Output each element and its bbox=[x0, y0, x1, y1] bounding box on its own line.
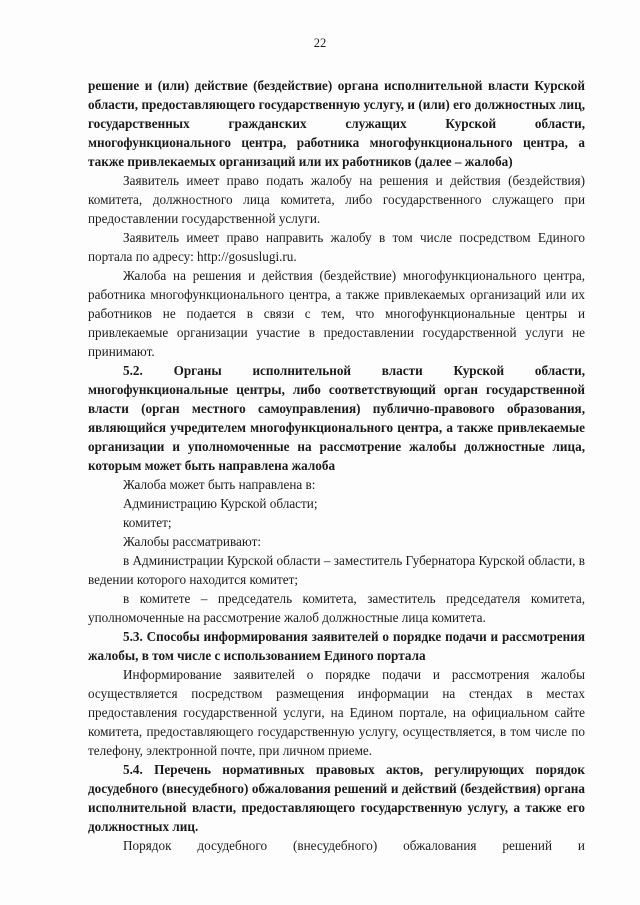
page-number: 22 bbox=[313, 36, 327, 50]
paragraph-informing: Информирование заявителей о порядке подачи и рассмотрения жалобы осуществляется посредством размещения информации на стендах в местах предоставления государственной услуги, на Едином портале, на официальном сайте комитета, предоставляющего государственную услугу, осуществляется, в том числе по телефону, электронной почте, при личном приеме. bbox=[88, 667, 585, 758]
list-item-deputy-governor: в Администрации Курской области – заместитель Губернатора Курской области, в ведении которого находится комитет; bbox=[88, 553, 585, 587]
section-heading-5-2: 5.2. Органы исполнительной власти Курской области, многофункциональные центры, либо соответствующий орган государственной власти (орган местного самоуправления) публично-правового образования, являющийся учредителем многофункционального центра, а также привлекаемые организации и уполномоченные на рассмотрение жалобы должностные лица, которым может быть направлена жалоба bbox=[88, 363, 585, 473]
section-heading-5-3: 5.3. Способы информирования заявителей о порядке подачи и рассмотрения жалобы, в том числе с использованием Единого портала bbox=[88, 629, 585, 663]
paragraph-portal-address: Заявитель имеет право направить жалобу в том числе посредством Единого портала по адресу: http://gosuslugi.ru. bbox=[88, 230, 585, 264]
list-item-committee: комитет; bbox=[123, 515, 172, 530]
section-heading-5-4: 5.4. Перечень нормативных правовых актов, регулирующих порядок досудебного (внесудебного) обжалования решений и действий (бездействия) органа исполнительной власти, предоставляющего государственную услугу, а также его должностных лиц. bbox=[88, 762, 585, 834]
paragraph-procedure-cut: Порядок досудебного (внесудебного) обжалования решений и bbox=[123, 838, 585, 853]
list-item-administration: Администрацию Курской области; bbox=[123, 496, 318, 511]
paragraph-reviewers: Жалобы рассматривают: bbox=[123, 534, 262, 549]
paragraph-mfc-complaints: Жалоба на решения и действия (бездействие) многофункционального центра, работника многофункционального центра, а также привлекаемых организаций или их работников не подается в связи с тем, что многофункциональные центры и привлекаемые организации участие в предоставлении государственной услуги не принимают. bbox=[88, 268, 585, 359]
document-body bbox=[88, 76, 585, 855]
paragraph-right-to-complain: Заявитель имеет право подать жалобу на решения и действия (бездействия) комитета, должностного лица комитета, либо государственного служащего при предоставлении государственной услуги. bbox=[88, 173, 585, 226]
section-heading-continuation: решение и (или) действие (бездействие) органа исполнительной власти Курской области, предоставляющего государственную услугу, и (или) его должностных лиц, государственных гражданских служащих Курской области, многофункционального центра, работника многофункционального центра, а также привлекаемых организаций или их работников (далее – жалоба) bbox=[88, 78, 585, 169]
paragraph-complaint-sent-to: Жалоба может быть направлена в: bbox=[123, 477, 316, 492]
list-item-committee-chair: в комитете – председатель комитета, заместитель председателя комитета, уполномоченные на рассмотрение жалоб должностные лица комитета. bbox=[88, 591, 585, 625]
